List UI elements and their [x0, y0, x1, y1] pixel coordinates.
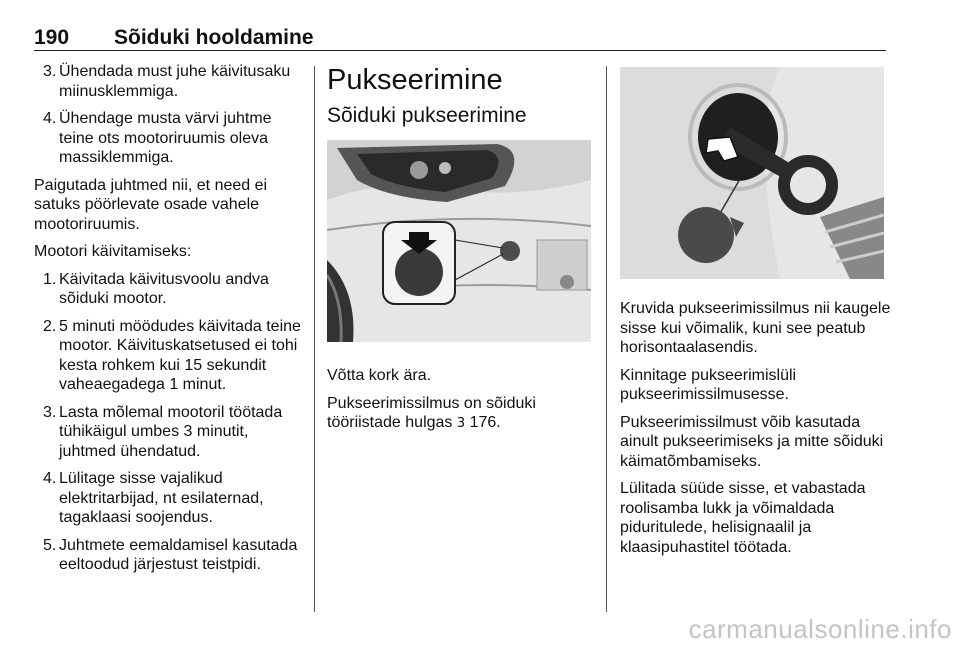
- list-item: [34, 317, 306, 395]
- list-number: 1.: [43, 270, 57, 288]
- list-number: 5.: [43, 536, 57, 554]
- page-number: 190: [34, 26, 70, 49]
- header-divider: [34, 50, 886, 51]
- list-number: 4.: [43, 110, 57, 127]
- list-number: 4.: [43, 470, 57, 487]
- chapter-title: Sõiduki hooldamine: [114, 26, 314, 49]
- paragraph-text: Pukseerimissilmus on sõiduki tööriistade hulgas: [327, 394, 536, 431]
- watermark: [0, 614, 960, 642]
- list-number: 3.: [43, 403, 57, 421]
- section-heading: Pukseerimine: [327, 64, 503, 96]
- list-item: [34, 469, 306, 528]
- list-text: Käivitada käivitusvoolu andva sõiduki mootor.: [59, 270, 269, 307]
- page-reference-arrow-icon: 3: [456, 416, 466, 431]
- list-text: Lasta mõlemal mootoril töötada tühikäigul umbes 3 minutit, juhtmed ühendatud.: [59, 403, 283, 460]
- list-item: [34, 109, 306, 168]
- right-column: [620, 62, 892, 565]
- list-item: [34, 62, 306, 101]
- paragraph-remove-cap: Võtta kork ära.: [327, 367, 432, 384]
- list-text: Lülitage sisse vajalikud elektritarbijad, nt esilaternad, tagaklaasi soojendus.: [59, 470, 264, 526]
- list-text: Juhtmete eemaldamisel kasutada eeltoodud järjestust teistpidi.: [59, 536, 298, 573]
- list-item: [34, 270, 306, 309]
- page-reference-link[interactable]: 176.: [469, 414, 501, 431]
- paragraph-start-intro: Mootori käivitamiseks:: [34, 243, 192, 260]
- column-divider-right: [606, 66, 607, 612]
- list-number: 3.: [43, 63, 57, 80]
- list-text: 5 minuti möödudes käivitada teine mootor. Käivituskatsetused ei tohi kesta rohkem kui 15 sekundit vaheaegadega 1 minut.: [59, 317, 301, 393]
- list-item: [34, 403, 306, 462]
- list-number: 2.: [43, 317, 57, 335]
- list-text: Ühendage musta värvi juhtme teine ots mootoriruumis oleva massiklemmiga.: [59, 110, 272, 166]
- page-header: [34, 26, 886, 50]
- paragraph-usage-warning: Pukseerimissilmust võib kasutada ainult pukseerimiseks ja mitte sõiduki käimatõmbamiseks.: [620, 413, 884, 470]
- column-divider-left: [314, 66, 315, 612]
- paragraph-attach-link: Kinnitage pukseerimislüli pukseerimissilmusesse.: [620, 366, 797, 403]
- list-text: Ühendada must juhe käivitusaku miinusklemmiga.: [59, 63, 291, 100]
- watermark-text: carmanualsonline.info: [688, 614, 952, 644]
- list-item: [34, 536, 306, 575]
- paragraph-tow-eye-location: [327, 394, 595, 434]
- left-column: [34, 62, 306, 583]
- paragraph-screw-in: Kruvida pukseerimissilmus nii kaugele sisse kui võimalik, kuni see peatub horisontaalasendis.: [620, 300, 891, 356]
- car-front-tow-cover-illustration: [327, 140, 591, 342]
- tow-eye-installation-illustration: [620, 67, 884, 279]
- paragraph-ignition: Lülitada süüde sisse, et vabastada roolisamba lukk ja võimaldada piduritulede, helisignaalil ja klaasipuhastitel töötada.: [620, 480, 866, 556]
- subsection-heading: Sõiduki pukseerimine: [327, 104, 527, 127]
- middle-column: [327, 62, 595, 442]
- paragraph-routing: Paigutada juhtmed nii, et need ei satuks pöörlevate osade vahele mootoriruumis.: [34, 176, 268, 233]
